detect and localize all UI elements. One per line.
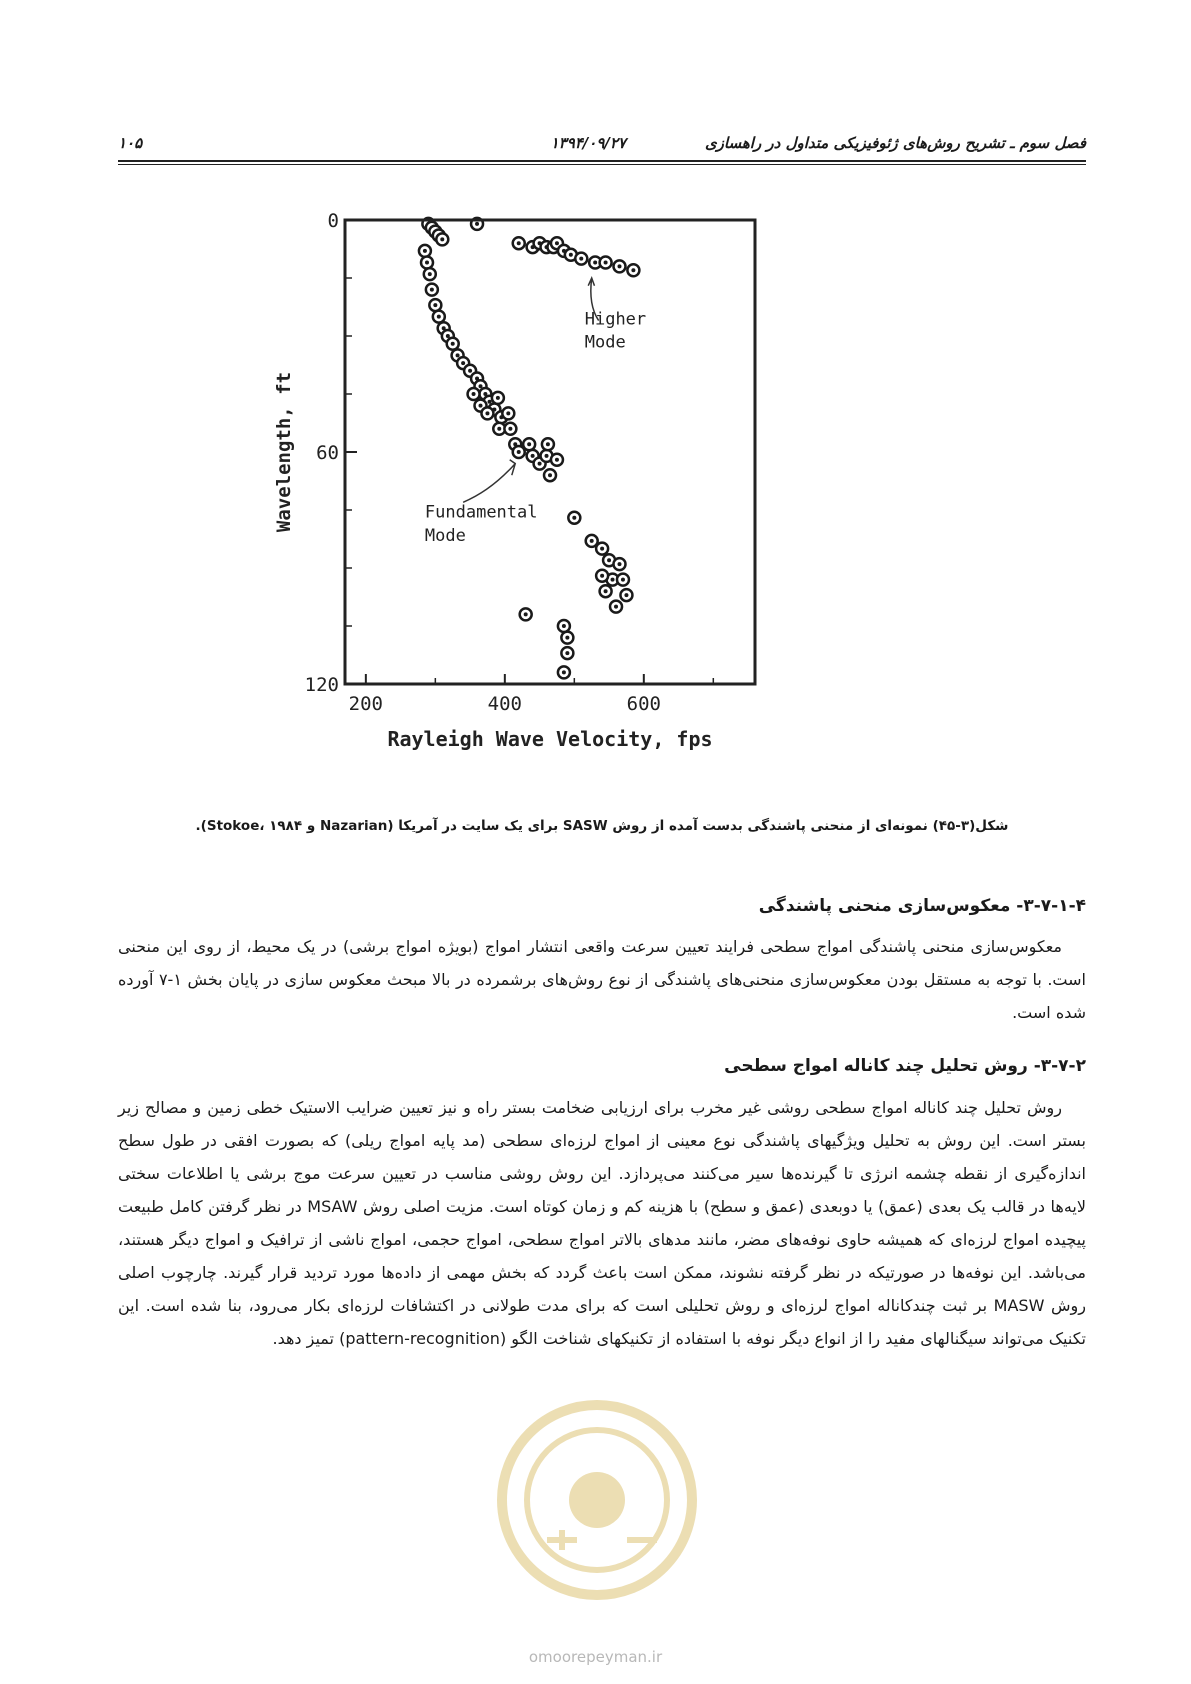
section-text-masw: روش تحلیل چند کاناله امواج سطحی روشی غیر مخرب برای ارزیابی ضخامت بستر راه و نیز تعیین ضرایب الاستیک خطی زمین و مصالح زیر بستر است. این روش به تحلیل ویژگیهای پاشندگی نوع معینی از امواج لرزه‌ای سطحی (مد پایه امواج ریلی) که بصورت افقی در طول سطح اندازه‌گیری از نقطه چشمه انرژی تا گیرنده‌ها سیر می‌کنند می‌پردازد. این روش روشی مناسب در تعیین سرعت موج برشی یا اطلاعات سختی لایه‌ها در قالب یک بعدی (عمق) یا دوبعدی (عمق و سطح) با هزینه کم و زمان کوتاه است. مزیت اصلی روش MSAW در نظر گرفتن کامل طبیعت پیچیده امواج لرزه‌ای که همیشه حاوی نوفه‌های مضر، مانند مدهای بالاتر امواج سطحی، امواج حجمی، امواج ناشی از ترافیک و امواج دیگر هستند، می‌باشد. این نوفه‌ها در صورتیکه در نظر گرفته نشوند، ممکن است باعث گردد که بخش مهمی از داده‌ها مورد تردید قرار گیرند. چارچوب اصلی روش MASW بر ثبت چندکاناله امواج لرزه‌ای و روش تحلیلی است که برای مدت طولانی در اکتشافات لرزه‌ای بکار می‌رود، بنا شده است. این تکنیک می‌تواند سیگنالهای مفید را از انواع دیگر نوفه با استفاده از تکنیکهای شناخت الگو (pattern-recognition) تمیز دهد. (118, 1098, 1086, 1348)
x-tick-label: 400 (487, 693, 522, 715)
higher-mode-point (600, 257, 612, 269)
section-title-masw: ۳-۷-۲- روش تحلیل چند کاناله امواج سطحی (724, 1056, 1086, 1076)
fundamental-mode-point (561, 632, 573, 644)
fundamental-mode-point (492, 392, 504, 404)
figure-caption: شکل(۳-۴۵) نمونه‌ای از منحنی پاشندگی بدست آمده از روش SASW برای یک سایت در آمریکا (Nazarian و Stokoe، ۱۹۸۴). (195, 818, 1009, 834)
fundamental-mode-label-line2: Mode (424, 525, 466, 546)
fundamental-mode-point (542, 438, 554, 450)
watermark-site-url: omoorepeyman.ir (528, 1648, 663, 1666)
fundamental-mode-label-line1: Fundamental (424, 502, 538, 523)
header-rule-thin (118, 164, 1086, 165)
chart-axes (305, 210, 714, 715)
section-title-inversion: ۳-۷-۱-۴- معکوس‌سازی منحنی پاشندگی (758, 896, 1086, 916)
header-date: ۱۳۹۴/۰۹/۲۷ (550, 134, 626, 152)
fundamental-mode-point (620, 589, 632, 601)
watermark-seal (487, 1390, 707, 1610)
higher-mode-point (575, 253, 587, 265)
page-header (118, 130, 1086, 158)
y-tick-label: 120 (304, 674, 339, 696)
higher-mode-point (613, 260, 625, 272)
fundamental-mode-point (600, 585, 612, 597)
x-tick-label: 200 (348, 693, 384, 715)
x-axis-label: Rayleigh Wave Velocity, fps (387, 727, 713, 751)
dispersion-curve-chart (273, 210, 840, 760)
fundamental-mode-annotation (425, 460, 538, 546)
fundamental-mode-point (613, 558, 625, 570)
fundamental-mode-point (568, 512, 580, 524)
x-tick-label: 600 (626, 693, 661, 715)
fundamental-mode-point (433, 311, 445, 323)
fundamental-mode-point (421, 257, 433, 269)
fundamental-mode-point (558, 620, 570, 632)
fundamental-mode-arrow (463, 460, 515, 503)
fundamental-mode-point (551, 454, 563, 466)
fundamental-mode-point (520, 608, 532, 620)
fundamental-mode-point (502, 407, 514, 419)
y-axis-label: Wavelength, ft (273, 371, 295, 533)
fundamental-mode-point (610, 601, 622, 613)
chapter-title: فصل سوم ـ تشریح روش‌های ژئوفیزیکی متداول در راهسازی (704, 134, 1086, 152)
page-number: ۱۰۵ (118, 134, 143, 152)
fundamental-mode-point (523, 438, 535, 450)
fundamental-mode-point (617, 574, 629, 586)
y-tick-label: 60 (316, 442, 339, 464)
fundamental-mode-point (429, 299, 441, 311)
chart-marks (419, 218, 639, 679)
fundamental-mode-point (424, 268, 436, 280)
fundamental-mode-point (419, 245, 431, 257)
fundamental-mode-point (447, 338, 459, 350)
section-text-inversion: معکوس‌سازی منحنی پاشندگی امواج سطحی فرایند تعیین سرعت واقعی انتشار امواج (بویژه امواج برشی) در یک محیط، از روی این منحنی است. با توجه به مستقل بودن معکوس‌سازی منحنی‌های پاشندگی از نوع روش‌های برشمرده در بالا مبحث معکوس سازی در پایان بخش ۱-۷ آورده شده است. (118, 937, 1086, 1022)
y-tick-label: 0 (327, 210, 339, 232)
higher-mode-point (513, 237, 525, 249)
fundamental-mode-point (544, 469, 556, 481)
fundamental-mode-point (481, 407, 493, 419)
fundamental-mode-point (504, 423, 516, 435)
fundamental-mode-point (468, 388, 480, 400)
fundamental-mode-point (426, 284, 438, 296)
higher-mode-point (627, 264, 639, 276)
fundamental-mode-point (558, 666, 570, 678)
higher-mode-annotation (585, 278, 646, 353)
fundamental-mode-point (596, 543, 608, 555)
higher-mode-label-line2: Mode (584, 332, 626, 353)
fundamental-mode-point (436, 233, 448, 245)
fundamental-mode-point (596, 570, 608, 582)
higher-mode-label-line1: Higher (584, 309, 647, 330)
header-rule (118, 160, 1086, 162)
fundamental-mode-point (561, 647, 573, 659)
